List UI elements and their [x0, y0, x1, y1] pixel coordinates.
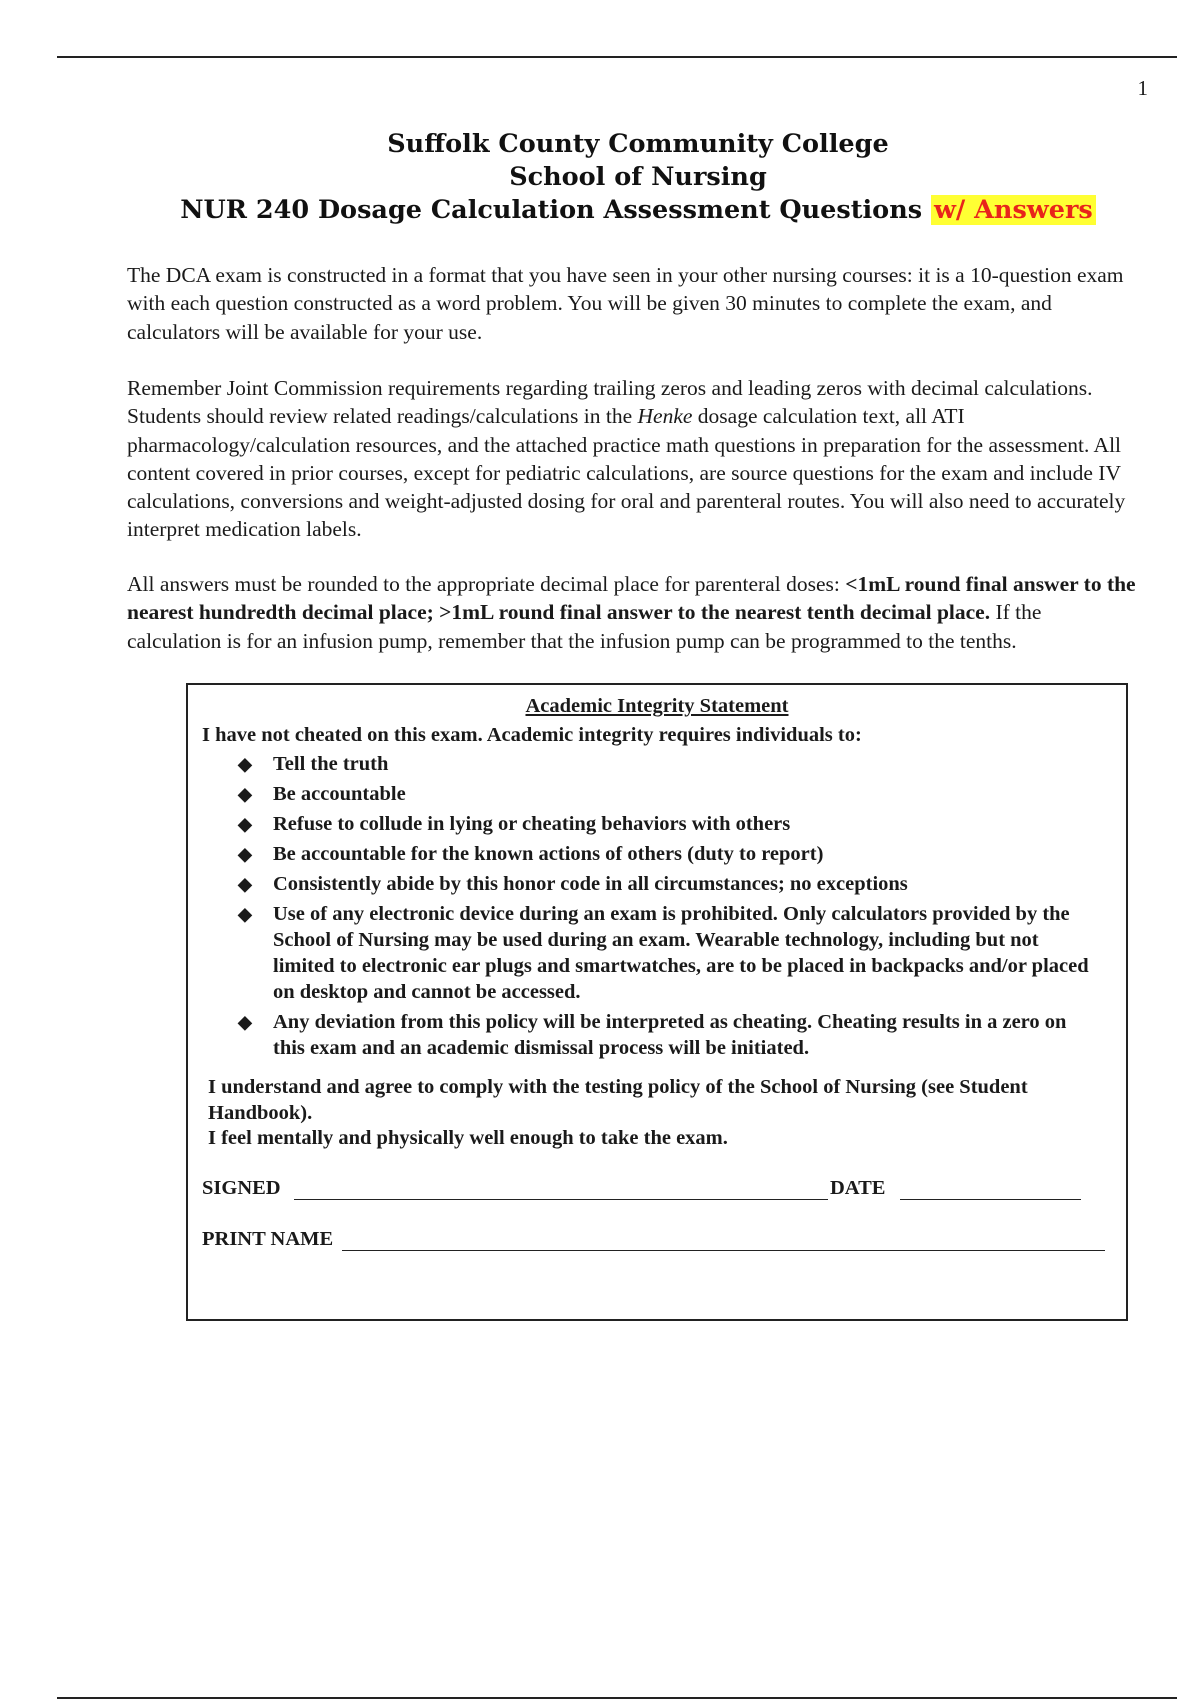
college-name: Suffolk County Community College — [387, 129, 889, 159]
diamond-bullet-icon: ◆ — [238, 904, 252, 924]
print-name-label: PRINT NAME — [202, 1228, 334, 1250]
list-item: ◆ Be accountable — [238, 783, 406, 805]
list-item: ◆ Consistently abide by this honor code in all circumstances; no exceptions — [238, 873, 908, 895]
signature-line[interactable] — [294, 1199, 828, 1200]
diamond-bullet-icon: ◆ — [238, 784, 252, 804]
title-text: NUR 240 Dosage Calculation Assessment Questions — [180, 195, 923, 225]
date-line[interactable] — [900, 1199, 1081, 1200]
integrity-intro: I have not cheated on this exam. Academic integrity requires individuals to: — [202, 724, 862, 746]
rounding-text-end: If the calculation is for an infusion pump, remember that the infusion pump can be programmed to the tenths. — [127, 600, 1042, 653]
rounding-rule-bold: <1mL round final answer to the nearest hundredth decimal place; >1mL round final answer to the nearest tenth decimal place. — [127, 572, 1136, 625]
date-label: DATE — [830, 1177, 886, 1199]
academic-integrity-box — [186, 683, 1128, 1321]
requirements-paragraph — [127, 374, 1137, 544]
bottom-rule — [57, 1697, 1177, 1699]
page-number: 1 — [1137, 76, 1148, 100]
diamond-bullet-icon: ◆ — [238, 874, 252, 894]
henke-italic: Henke — [637, 404, 693, 429]
agreement-line-1: I understand and agree to comply with the testing policy of the School of Nursing (see Student Handbook). — [208, 1076, 1028, 1124]
answers-highlight: w/ Answers — [931, 195, 1096, 225]
diamond-bullet-icon: ◆ — [238, 754, 252, 774]
list-item: ◆ Be accountable for the known actions of others (duty to report) — [238, 843, 824, 865]
agreement-text — [208, 1075, 1108, 1152]
list-item: ◆ Any deviation from this policy will be interpreted as cheating. Cheating results in a zero on this exam and an academic dismissal process will be initiated. — [238, 1011, 1067, 1059]
agreement-line-2: I feel mentally and physically well enough to take the exam. — [208, 1127, 728, 1149]
list-item: ◆ Tell the truth — [238, 753, 389, 775]
rounding-paragraph — [127, 570, 1137, 655]
signed-label: SIGNED — [202, 1177, 281, 1199]
requirements-text-start: Remember Joint Commission requirements regarding trailing zeros and leading zeros with decimal calculations. Students should review related readings/calculations in the — [127, 376, 1093, 429]
document-title — [0, 194, 1200, 227]
rounding-text-start: All answers must be rounded to the appropriate decimal place for parenteral doses: — [127, 572, 846, 596]
exam-format-paragraph: The DCA exam is constructed in a format that you have seen in your other nursing courses: it is a 10-question exam with each question constructed as a word problem. You will be given 30 minutes to complete the exam, and calculators will be available for your use. — [127, 263, 1124, 344]
diamond-bullet-icon: ◆ — [238, 844, 252, 864]
list-item: ◆ Refuse to collude in lying or cheating behaviors with others — [238, 813, 791, 835]
diamond-bullet-icon: ◆ — [238, 814, 252, 834]
print-name-line[interactable] — [342, 1250, 1105, 1251]
document-header — [0, 128, 1200, 227]
top-rule — [57, 56, 1177, 58]
integrity-bullet-list — [238, 751, 1098, 1065]
list-item: ◆ Use of any electronic device during an exam is prohibited. Only calculators provided by the School of Nursing may be used during an exam. Wearable technology, including but not limited to electronic ear plugs and smartwatches, are to be placed in backpacks and/or placed on desktop and cannot be accessed. — [238, 903, 1089, 1003]
diamond-bullet-icon: ◆ — [238, 1012, 252, 1032]
school-name: School of Nursing — [509, 162, 767, 192]
requirements-text-end: dosage calculation text, all ATI pharmacology/calculation resources, and the attached practice math questions in preparation for the assessment. All content covered in prior courses, except for pediatric calculations, are source questions for the exam and include IV calculations, conversions and weight-adjusted dosing for oral and parenteral routes. You will also need to accurately interpret medication labels. — [127, 404, 1126, 542]
integrity-title: Academic Integrity Statement — [525, 695, 789, 717]
